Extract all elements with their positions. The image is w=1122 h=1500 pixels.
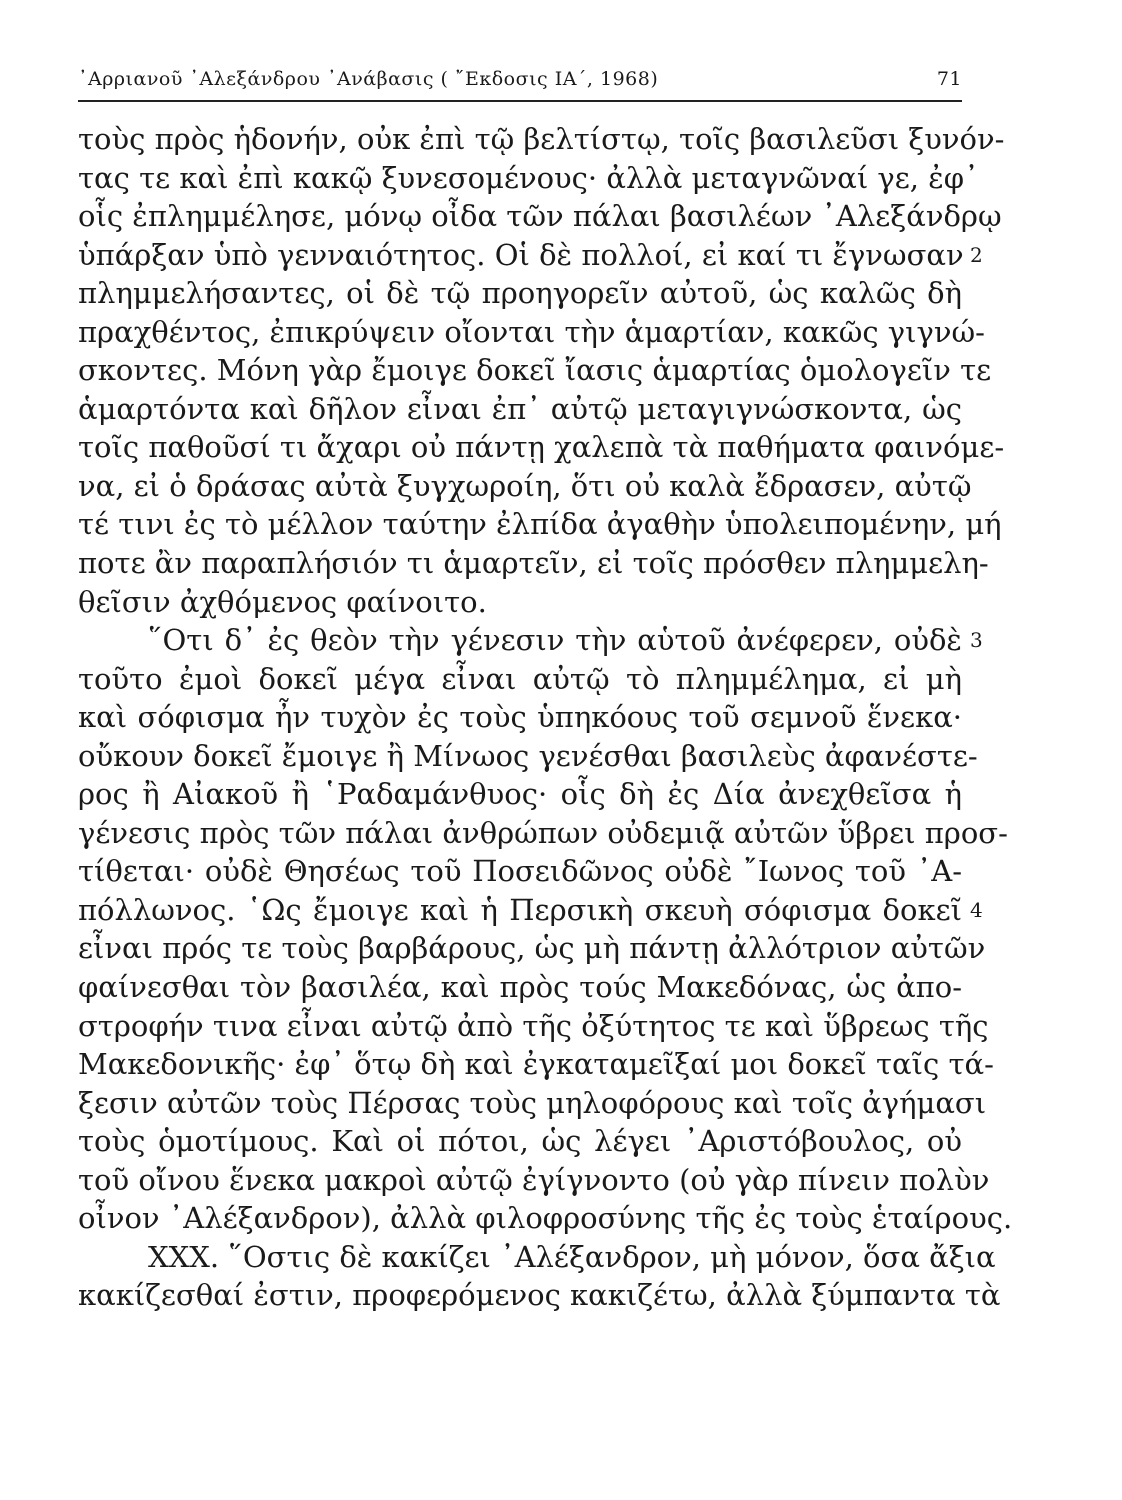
text-line [78,891,983,930]
text-line [78,814,1008,853]
section-number: 2 [970,242,983,267]
line-text: πλημμελήσαντες, οἱ δὲ τῷ προηγορεῖν αὐτοῦ, ὡς καλῶς δὴ [78,276,962,311]
text-line [78,390,962,429]
line-text: οἶνον ᾿Αλέξανδρον), ἀλλὰ φιλοφροσύνης τῆς ἐς τοὺς ἑταίρους. [78,1201,1013,1236]
line-text: γένεσις πρὸς τῶν πάλαι ἀνθρώπων οὐδεμιᾷ αὐτῶν ὕβρει προσ- [78,815,1008,850]
line-text: στροφήν τινα εἶναι αὐτῷ ἀπὸ τῆς ὀξύτητος τε καὶ ὕβρεως τῆς [78,1008,989,1043]
running-header [78,64,962,102]
line-text: θεῖσιν ἀχθόμενος φαίνοιτο. [78,584,487,619]
line-text: σκοντες. Μόνη γὰρ ἔμοιγε δοκεῖ ἴασις ἁμαρτίας ὁμολογεῖν τε [78,353,992,388]
line-text: ποτε ἂν παραπλήσιόν τι ἁμαρτεῖν, εἰ τοῖς πρόσθεν πλημμελη- [78,546,989,581]
line-text: τοῦτο ἐμοὶ δοκεῖ μέγα εἶναι αὐτῷ τὸ πλημμέλημα, εἰ μὴ [78,661,962,696]
text-line [78,737,978,776]
line-text: ΧΧΧ. ῞Οστις δὲ κακίζει ᾿Αλέξανδρον, μὴ μόνον, ὅσα ἄξια [148,1239,996,1274]
text-line [78,274,962,313]
text-line [78,852,962,891]
text-line [78,159,979,198]
text-line [78,236,983,275]
text-line [78,660,962,699]
text-line [78,775,962,814]
text-line [78,428,1005,467]
text-line [78,1199,1013,1238]
text-line [78,1122,962,1161]
text-line [78,621,983,660]
line-text: οἷς ἐπλημμέλησε, μόνῳ οἶδα τῶν πάλαι βασιλέων ᾿Αλεξάνδρῳ [78,199,1002,234]
text-line [78,929,986,968]
line-text: φαίνεσθαι τὸν βασιλέα, καὶ πρὸς τούς Μακεδόνας, ὡς ἀπο- [78,970,962,1005]
line-text: τέ τινι ἐς τὸ μέλλον ταύτην ἐλπίδα ἀγαθὴν ὑπολειπομένην, μή [78,507,1002,542]
line-text: κακίζεσθαί ἐστιν, προφερόμενος κακιζέτω, ἀλλὰ ξύμπαντα τὰ [78,1278,1001,1313]
text-line [78,505,1002,544]
text-line [78,1238,996,1277]
line-text: ῞Οτι δ᾿ ἐς θεὸν τὴν γένεσιν τὴν αὑτοῦ ἀνέφερεν, οὐδὲ [148,623,962,658]
section-number: 3 [970,628,983,653]
line-text: να, εἰ ὁ δράσας αὐτὰ ξυγχωροίη, ὅτι οὐ καλὰ ἔδρασεν, αὐτῷ [78,468,972,503]
page-number: 71 [936,68,962,90]
section-number: 4 [970,897,983,922]
text-line [78,467,972,506]
text-line [78,1161,990,1200]
line-text: τίθεται· οὐδὲ Θησέως τοῦ Ποσειδῶνος οὐδὲ ῎Ιωνος τοῦ ᾿Α- [78,854,962,889]
text-line [78,968,962,1007]
text-line [78,544,989,583]
text-line [78,1007,989,1046]
line-text: τοῖς παθοῦσί τι ἄχαρι οὐ πάντῃ χαλεπὰ τὰ παθήματα φαινόμε- [78,430,1005,465]
text-line [78,1045,994,1084]
line-text: πόλλωνος. ῾Ως ἔμοιγε καὶ ἡ Περσικὴ σκευὴ σόφισμα δοκεῖ [78,892,962,927]
line-text: ξεσιν αὐτῶν τοὺς Πέρσας τοὺς μηλοφόρους καὶ τοῖς ἀγήμασι [78,1085,987,1120]
line-text: Μακεδονικῆς· ἐφ᾿ ὅτῳ δὴ καὶ ἐγκαταμεῖξαί μοι δοκεῖ ταῖς τά- [78,1047,994,1082]
line-text: εἶναι πρός τε τοὺς βαρβάρους, ὡς μὴ πάντῃ ἀλλότριον αὐτῶν [78,931,986,966]
line-text: τοὺς ὁμοτίμους. Καὶ οἱ πότοι, ὡς λέγει ᾿Αριστόβουλος, οὐ [78,1124,962,1159]
text-line [78,120,1005,159]
text-line [78,583,962,622]
line-text: πραχθέντος, ἐπικρύψειν οἴονται τὴν ἁμαρτίαν, κακῶς γιγνώ- [78,314,985,349]
line-text: τοῦ οἴνου ἕνεκα μακροὶ αὐτῷ ἐγίγνοντο (οὐ γὰρ πίνειν πολὺν [78,1162,990,1197]
line-text: ἁμαρτόντα καὶ δῆλον εἶναι ἐπ᾿ αὐτῷ μεταγιγνώσκοντα, ὡς [78,391,962,426]
text-line [78,1276,1001,1315]
body-text [78,120,1013,1315]
running-title: ᾿Αρριανοῦ ᾿Αλεξάνδρου ᾿Ανάβασις ( ῎Εκδοσις ΙΑ΄, 1968) [78,68,659,90]
text-line [78,1084,987,1123]
text-line [78,313,985,352]
text-line [78,351,992,390]
text-line [78,197,1002,236]
text-line [78,698,962,737]
line-text: ρος ἢ Αἰακοῦ ἢ ῾Ραδαμάνθυος· οἷς δὴ ἐς Δία ἀνεχθεῖσα ἡ [78,777,962,812]
line-text: τας τε καὶ ἐπὶ κακῷ ξυνεσομένους· ἀλλὰ μεταγνῶναί γε, ἐφ᾿ [78,160,979,195]
line-text: καὶ σόφισμα ἦν τυχὸν ἐς τοὺς ὑπηκόους τοῦ σεμνοῦ ἕνεκα· [78,700,962,735]
line-text: τοὺς πρὸς ἡδονήν, οὐκ ἐπὶ τῷ βελτίστῳ, τοῖς βασιλεῦσι ξυνόν- [78,122,1005,156]
line-text: οὔκουν δοκεῖ ἔμοιγε ἢ Μίνωος γενέσθαι βασιλεὺς ἀφανέστε- [78,738,978,773]
line-text: ὑπάρξαν ὑπὸ γενναιότητος. Οἱ δὲ πολλοί, εἰ καί τι ἔγνωσαν [78,237,964,272]
